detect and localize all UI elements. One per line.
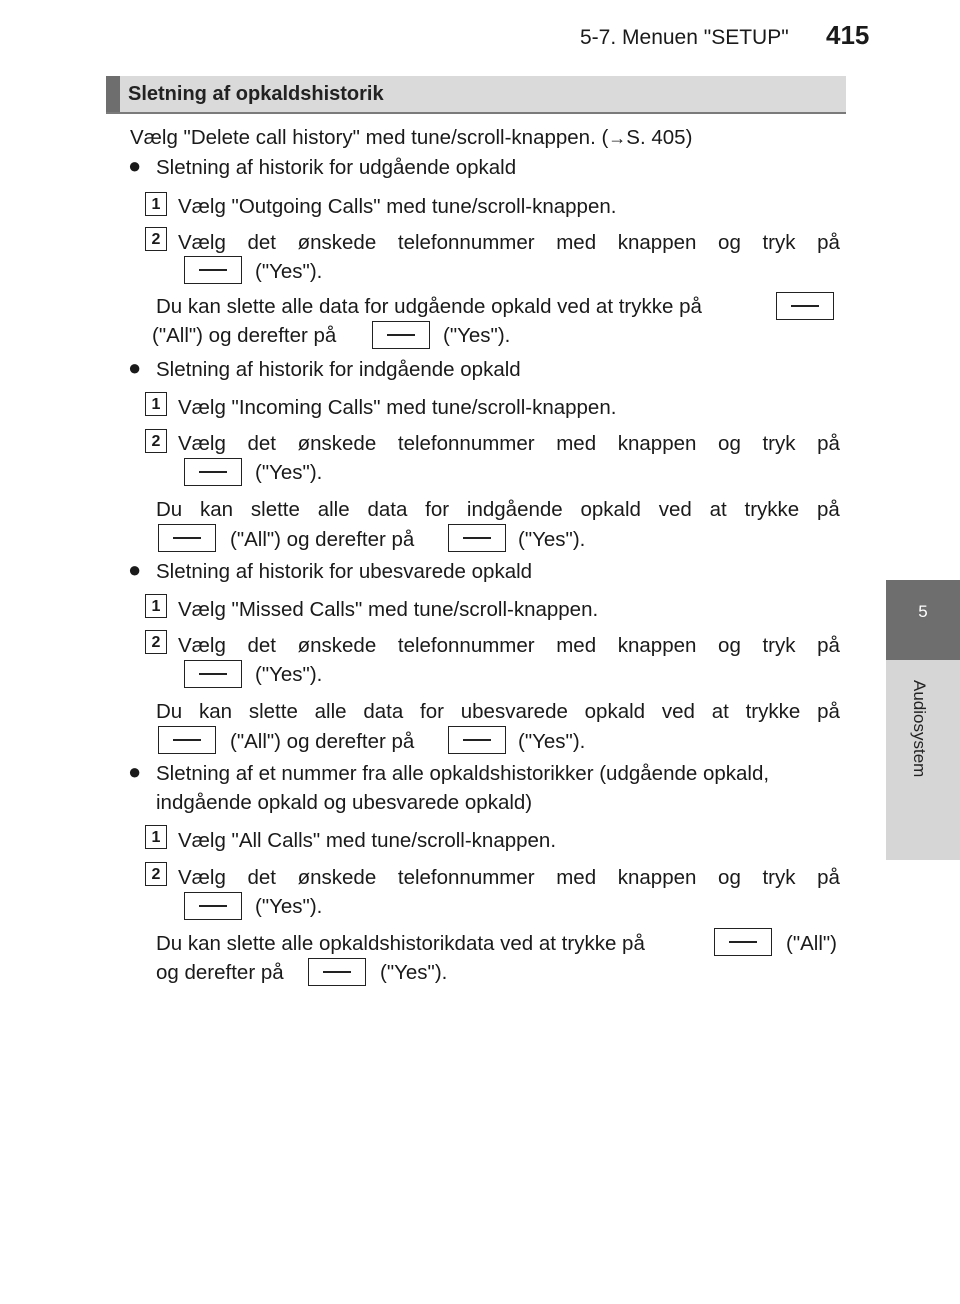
word: tryk (762, 634, 796, 657)
note-line-2: og derefter på (156, 961, 284, 984)
yes-label: ("Yes"). (255, 260, 323, 283)
word: knappen (617, 634, 697, 657)
word: med (556, 231, 597, 254)
word: og (718, 634, 741, 657)
word: trykke (744, 498, 800, 521)
word: opkald (584, 700, 646, 723)
word: med (556, 866, 597, 889)
word: indgående (466, 498, 563, 521)
note-text (156, 699, 840, 725)
note-yes-text: ("Yes"). (443, 324, 511, 347)
bullet-icon: ● (128, 557, 142, 582)
word: på (817, 700, 840, 723)
word: på (817, 432, 840, 455)
section-heading-text: Sletning af opkaldshistorik (128, 83, 384, 105)
note-all-text: ("All") og derefter på (230, 528, 415, 551)
word: det (247, 634, 276, 657)
chapter-number: 5 (918, 602, 928, 621)
note-all-text: ("All") og derefter på (152, 324, 337, 347)
word: ved (661, 700, 695, 723)
step-2-text (178, 633, 840, 659)
all-button-icon (158, 524, 216, 552)
word: knappen (617, 866, 697, 889)
word: tryk (762, 866, 796, 889)
step-number-2: 2 (145, 429, 167, 453)
section-heading (106, 76, 846, 114)
step-2-text (178, 431, 840, 457)
word: ubesvarede (460, 700, 568, 723)
word: telefonnummer (397, 634, 535, 657)
group-title: Sletning af et nummer fra alle opkaldshistorikker (udgående opkald, (156, 762, 770, 785)
chapter-title-vertical (882, 680, 956, 800)
word: på (817, 498, 840, 521)
word: tryk (762, 231, 796, 254)
group-title: Sletning af historik for indgående opkald (156, 358, 521, 381)
chapter-tab (886, 580, 960, 660)
step-1-text: Vælg "All Calls" med tune/scroll-knappen. (178, 829, 557, 852)
word: telefonnummer (397, 866, 535, 889)
all-button-icon (776, 292, 834, 320)
all-button-icon (714, 928, 772, 956)
word: data (363, 700, 404, 723)
yes-button-icon (184, 660, 242, 688)
group-title: Sletning af historik for ubesvarede opkald (156, 560, 533, 583)
note-text: Du kan slette alle data for udgående opkald ved at trykke på (156, 295, 702, 318)
word: ønskede (297, 634, 377, 657)
word: at (711, 700, 729, 723)
word: Vælg (178, 432, 226, 455)
yes-label: ("Yes"). (255, 663, 323, 686)
word: ønskede (297, 231, 377, 254)
word: knappen (617, 432, 697, 455)
reference-arrow-icon: → (608, 128, 627, 148)
note-yes-text: ("Yes"). (518, 528, 586, 551)
step-number-1: 1 (145, 825, 167, 849)
group-title-line-2: indgående opkald og ubesvarede opkald) (156, 791, 533, 814)
step-number-2: 2 (145, 862, 167, 886)
word: og (718, 866, 741, 889)
step-1-text: Vælg "Outgoing Calls" med tune/scroll-knappen. (178, 195, 617, 218)
intro-ref: S. 405) (626, 126, 693, 149)
word: ønskede (297, 866, 377, 889)
step-1-text: Vælg "Incoming Calls" med tune/scroll-knappen. (178, 396, 617, 419)
page-number: 415 (826, 20, 870, 50)
intro-text (130, 125, 692, 151)
word: kan (200, 498, 234, 521)
word: for (420, 700, 444, 723)
word: med (556, 432, 597, 455)
bullet-icon: ● (128, 759, 142, 784)
yes-button-icon (308, 958, 366, 986)
word: på (817, 231, 840, 254)
step-2-text (178, 230, 840, 256)
note-text: Du kan slette alle opkaldshistorikdata ved at trykke på (156, 932, 645, 955)
word: Vælg (178, 231, 226, 254)
word: Du (156, 700, 183, 723)
step-number-1: 1 (145, 392, 167, 416)
word: og (718, 231, 741, 254)
word: slette (250, 498, 300, 521)
word: på (817, 866, 840, 889)
chapter-title: Audiosystem (910, 680, 929, 778)
intro-before: Vælg "Delete call history" med tune/scroll-knappen. ( (130, 126, 609, 149)
word: Vælg (178, 634, 226, 657)
yes-label: ("Yes"). (255, 461, 323, 484)
heading-accent-bar (106, 76, 120, 112)
word: at (709, 498, 727, 521)
word: kan (199, 700, 233, 723)
running-header-section: 5-7. Menuen "SETUP" (580, 26, 789, 49)
yes-button-icon (372, 321, 430, 349)
word: telefonnummer (397, 231, 535, 254)
step-number-1: 1 (145, 594, 167, 618)
word: opkald (580, 498, 641, 521)
word: tryk (762, 432, 796, 455)
word: ved (658, 498, 692, 521)
step-2-text (178, 865, 840, 891)
all-button-icon (158, 726, 216, 754)
note-all-text: ("All") og derefter på (230, 730, 415, 753)
word: slette (248, 700, 298, 723)
yes-button-icon (184, 892, 242, 920)
note-yes-text: ("Yes"). (380, 961, 448, 984)
note-all-text: ("All") (786, 932, 837, 955)
yes-label: ("Yes"). (255, 895, 323, 918)
yes-button-icon (448, 726, 506, 754)
step-number-1: 1 (145, 192, 167, 216)
yes-button-icon (184, 458, 242, 486)
word: det (247, 231, 276, 254)
word: data (367, 498, 408, 521)
word: trykke (745, 700, 801, 723)
word: alle (317, 498, 350, 521)
word: alle (314, 700, 347, 723)
word: og (718, 432, 741, 455)
word: for (425, 498, 450, 521)
bullet-icon: ● (128, 153, 142, 178)
word: det (247, 866, 276, 889)
word: ønskede (297, 432, 377, 455)
bullet-icon: ● (128, 355, 142, 380)
note-yes-text: ("Yes"). (518, 730, 586, 753)
word: Vælg (178, 866, 226, 889)
word: på (817, 634, 840, 657)
step-1-text: Vælg "Missed Calls" med tune/scroll-knappen. (178, 598, 599, 621)
step-number-2: 2 (145, 630, 167, 654)
word: Du (156, 498, 183, 521)
word: det (247, 432, 276, 455)
word: knappen (617, 231, 697, 254)
group-title: Sletning af historik for udgående opkald (156, 156, 517, 179)
word: med (556, 634, 597, 657)
word: telefonnummer (397, 432, 535, 455)
note-text (156, 497, 840, 523)
step-number-2: 2 (145, 227, 167, 251)
yes-button-icon (448, 524, 506, 552)
yes-button-icon (184, 256, 242, 284)
